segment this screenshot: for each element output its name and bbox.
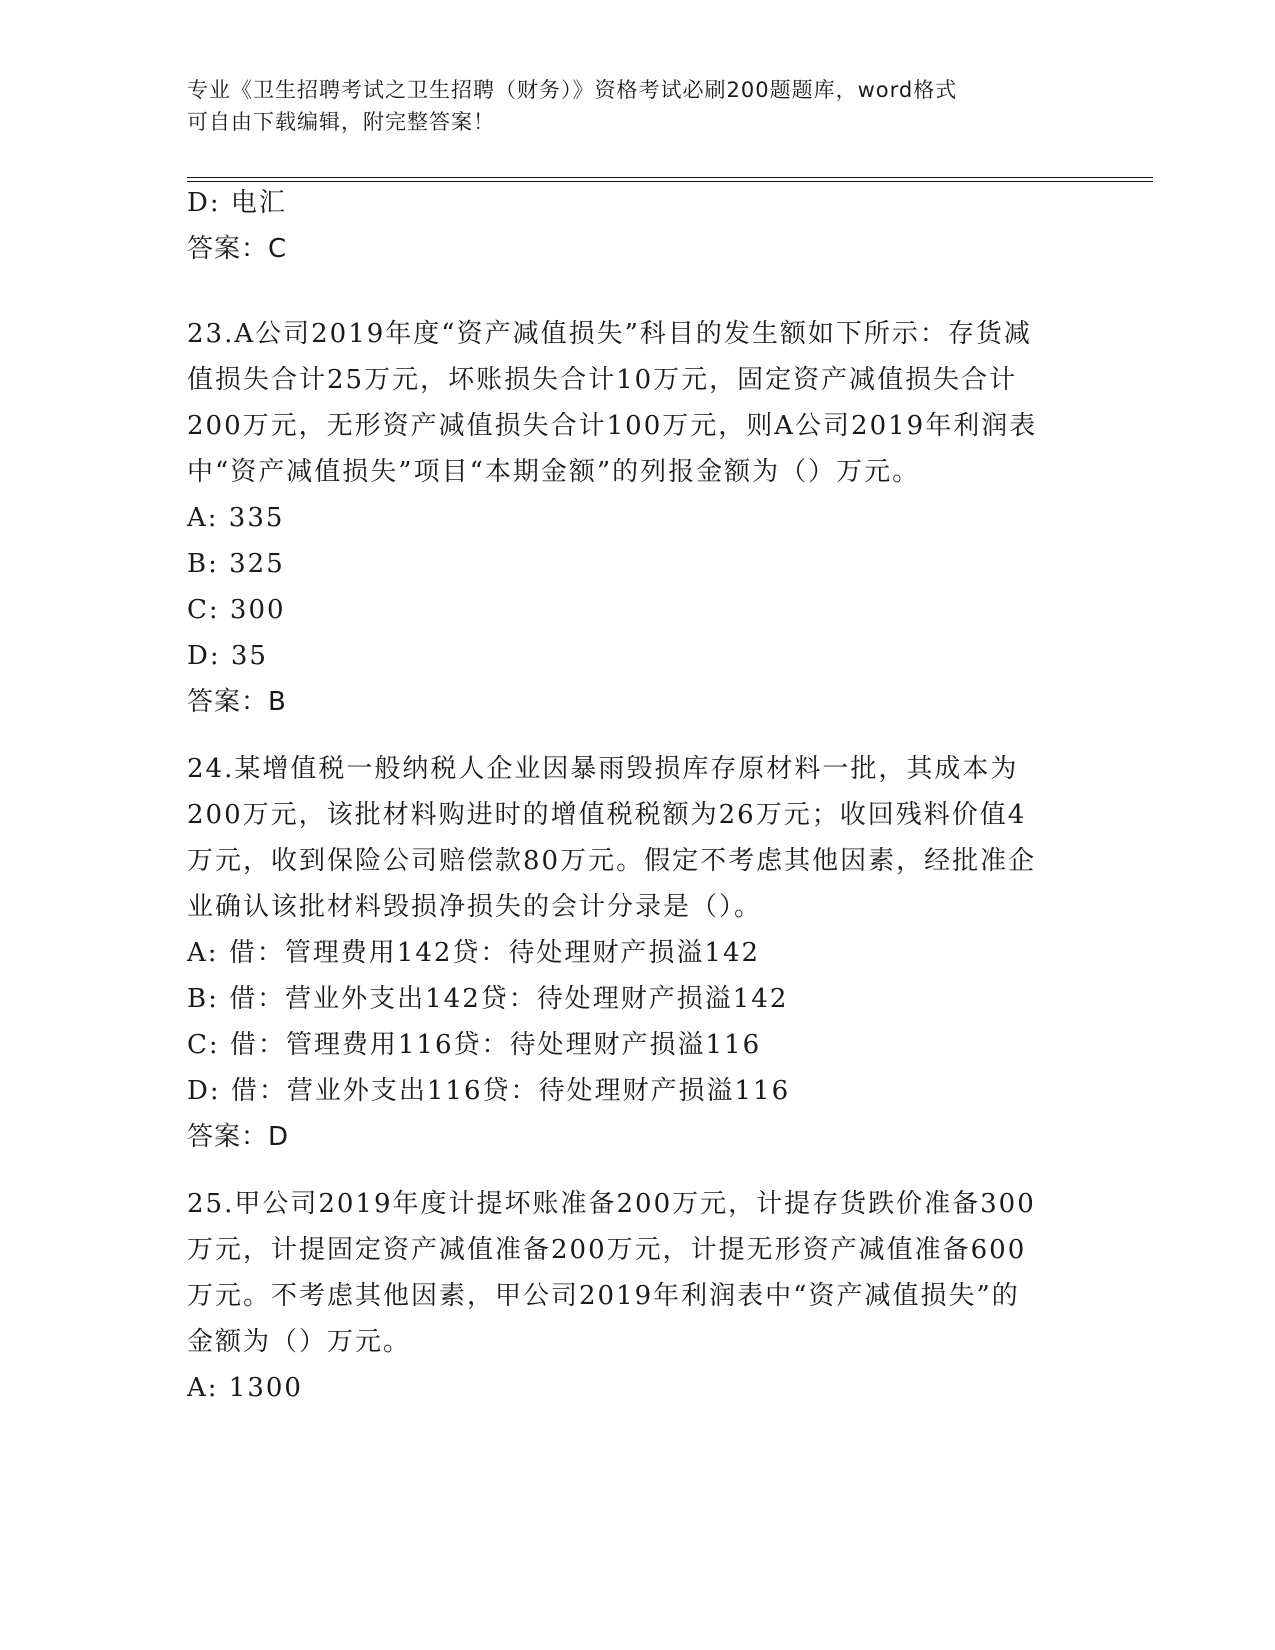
answer: 答案：B — [187, 687, 287, 717]
stem-line: 200万元，无形资产减值损失合计100万元，则A公司2019年利润表 — [187, 411, 1038, 441]
stem-line: 万元，计提固定资产减值准备200万元，计提无形资产减值准备600 — [187, 1235, 1027, 1265]
answer: 答案：D — [187, 1122, 290, 1152]
stem-line: 金额为（）万元。 — [187, 1327, 412, 1357]
stem-line: 万元，收到保险公司赔偿款80万元。假定不考虑其他因素，经批准企 — [187, 846, 1037, 876]
option-b: B: 借：营业外支出142贷：待处理财产损溢142 — [187, 984, 789, 1014]
option-c: C: 借：管理费用116贷：待处理财产损溢116 — [187, 1030, 762, 1060]
stem-line: 值损失合计25万元，坏账损失合计10万元，固定资产减值损失合计 — [187, 365, 1018, 395]
stem-line: 25.甲公司2019年度计提坏账准备200万元，计提存货跌价准备300 — [187, 1189, 1036, 1219]
question-stem — [187, 746, 1087, 930]
option-d: D: 35 — [187, 641, 268, 671]
stem-line: 中“资产减值损失”项目“本期金额”的列报金额为（）万元。 — [187, 457, 921, 487]
question-stem — [187, 1181, 1087, 1365]
question-23 — [187, 311, 1087, 725]
option-a: A: 335 — [187, 503, 285, 533]
question-stem — [187, 311, 1087, 495]
question-25 — [187, 1181, 1087, 1411]
document-header — [187, 74, 1087, 138]
header-line-1: 专业《卫生招聘考试之卫生招聘（财务）》资格考试必刷200题题库，word格式 — [187, 78, 958, 102]
option-a: A: 借：管理费用142贷：待处理财产损溢142 — [187, 938, 761, 968]
stem-line: 24.某增值税一般纳税人企业因暴雨毁损库存原材料一批，其成本为 — [187, 754, 1019, 784]
prev-question-tail — [187, 180, 1087, 272]
header-line-2: 可自由下载编辑，附完整答案！ — [187, 110, 495, 134]
option-a: A: 1300 — [187, 1373, 303, 1403]
option-c: C: 300 — [187, 595, 286, 625]
option-b: B: 325 — [187, 549, 285, 579]
question-24 — [187, 746, 1087, 1160]
header-divider-top — [187, 177, 1153, 178]
stem-line: 23.A公司2019年度“资产减值损失”科目的发生额如下所示：存货减 — [187, 319, 1032, 349]
stem-line: 业确认该批材料毁损净损失的会计分录是（）。 — [187, 892, 763, 922]
option-d: D: 借：营业外支出116贷：待处理财产损溢116 — [187, 1076, 791, 1106]
stem-line: 200万元，该批材料购进时的增值税税额为26万元；收回残料价值4 — [187, 800, 1027, 830]
answer: 答案：C — [187, 234, 288, 264]
stem-line: 万元。不考虑其他因素，甲公司2019年利润表中“资产减值损失”的 — [187, 1281, 1020, 1311]
option-d: D: 电汇 — [187, 188, 287, 218]
